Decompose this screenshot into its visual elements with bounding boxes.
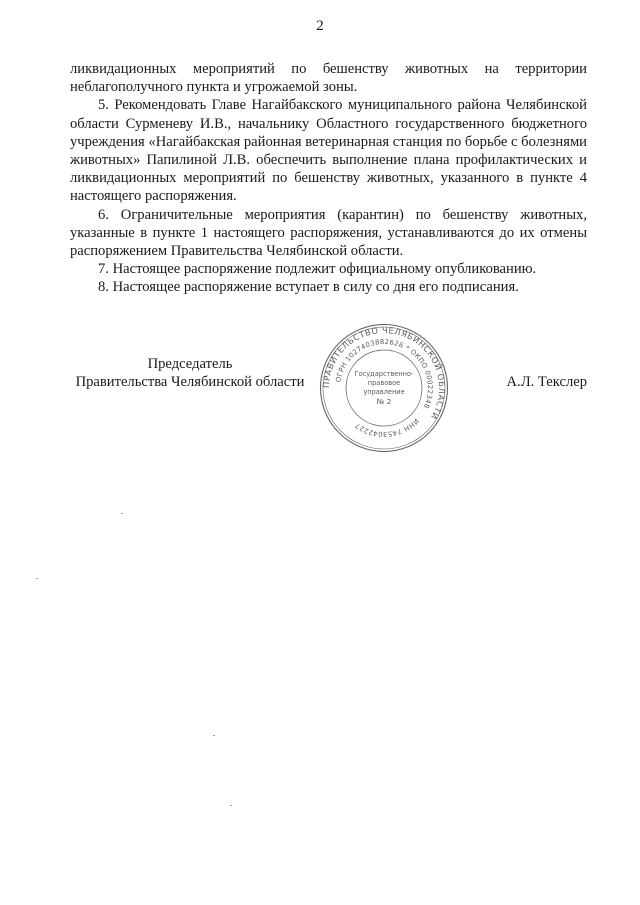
signatory-position-line2: Правительства Челябинской области xyxy=(75,374,305,391)
seal-center-line3: управление xyxy=(363,388,405,396)
scan-speck xyxy=(213,735,215,736)
paragraph-continuation: ликвидационных мероприятий по бешенству животных на территории неблагополучного пункта и угрожаемой зоны. xyxy=(70,61,587,96)
signatory-position-line1: Председатель xyxy=(147,356,233,372)
paragraph-item-6: 6. Ограничительные мероприятия (карантин) по бешенству животных, указанные в пункте 1 настоящего распоряжения, устанавливаются до их отмены распоряжением Правительства Челябинской области. xyxy=(70,206,587,260)
scan-speck xyxy=(121,513,123,514)
paragraph-item-7: 7. Настоящее распоряжение подлежит официальному опубликованию. xyxy=(98,261,537,278)
seal-inn-text: ИНН 7453042227 xyxy=(353,416,421,439)
paragraph-item-8: 8. Настоящее распоряжение вступает в силу со дня его подписания. xyxy=(98,279,519,296)
scan-speck xyxy=(36,578,38,579)
paragraph-item-5: 5. Рекомендовать Главе Нагайбакского муниципального района Челябинской области Сурменеву И.В., начальнику Областного государственного бюджетного учреждения «Нагайбакская районная ветеринарная станция по борьбе с болезнями животных» Папилиной Л.В. обеспечить выполнение плана профилактических и ликвидационных мероприятий по бешенству животных, указанного в пункте 4 настоящего распоряжения. xyxy=(70,97,587,205)
page-number: 2 xyxy=(316,18,324,34)
scan-speck xyxy=(230,805,232,806)
seal-outer-text: ПРАВИТЕЛЬСТВО ЧЕЛЯБИНСКОЙ ОБЛАСТИ xyxy=(320,324,448,422)
seal-center-line4: № 2 xyxy=(376,397,392,406)
signatory-position xyxy=(70,355,310,391)
seal-center-line1: Государственно- xyxy=(354,370,414,378)
seal-codes-text: ОГРН 1027403882626 * ОКПО 00022348 xyxy=(334,337,435,410)
signatory-name: А.Л. Текслер xyxy=(506,374,587,390)
seal-center-line2: правовое xyxy=(367,379,401,387)
document-body xyxy=(70,60,587,297)
official-seal xyxy=(318,322,450,454)
